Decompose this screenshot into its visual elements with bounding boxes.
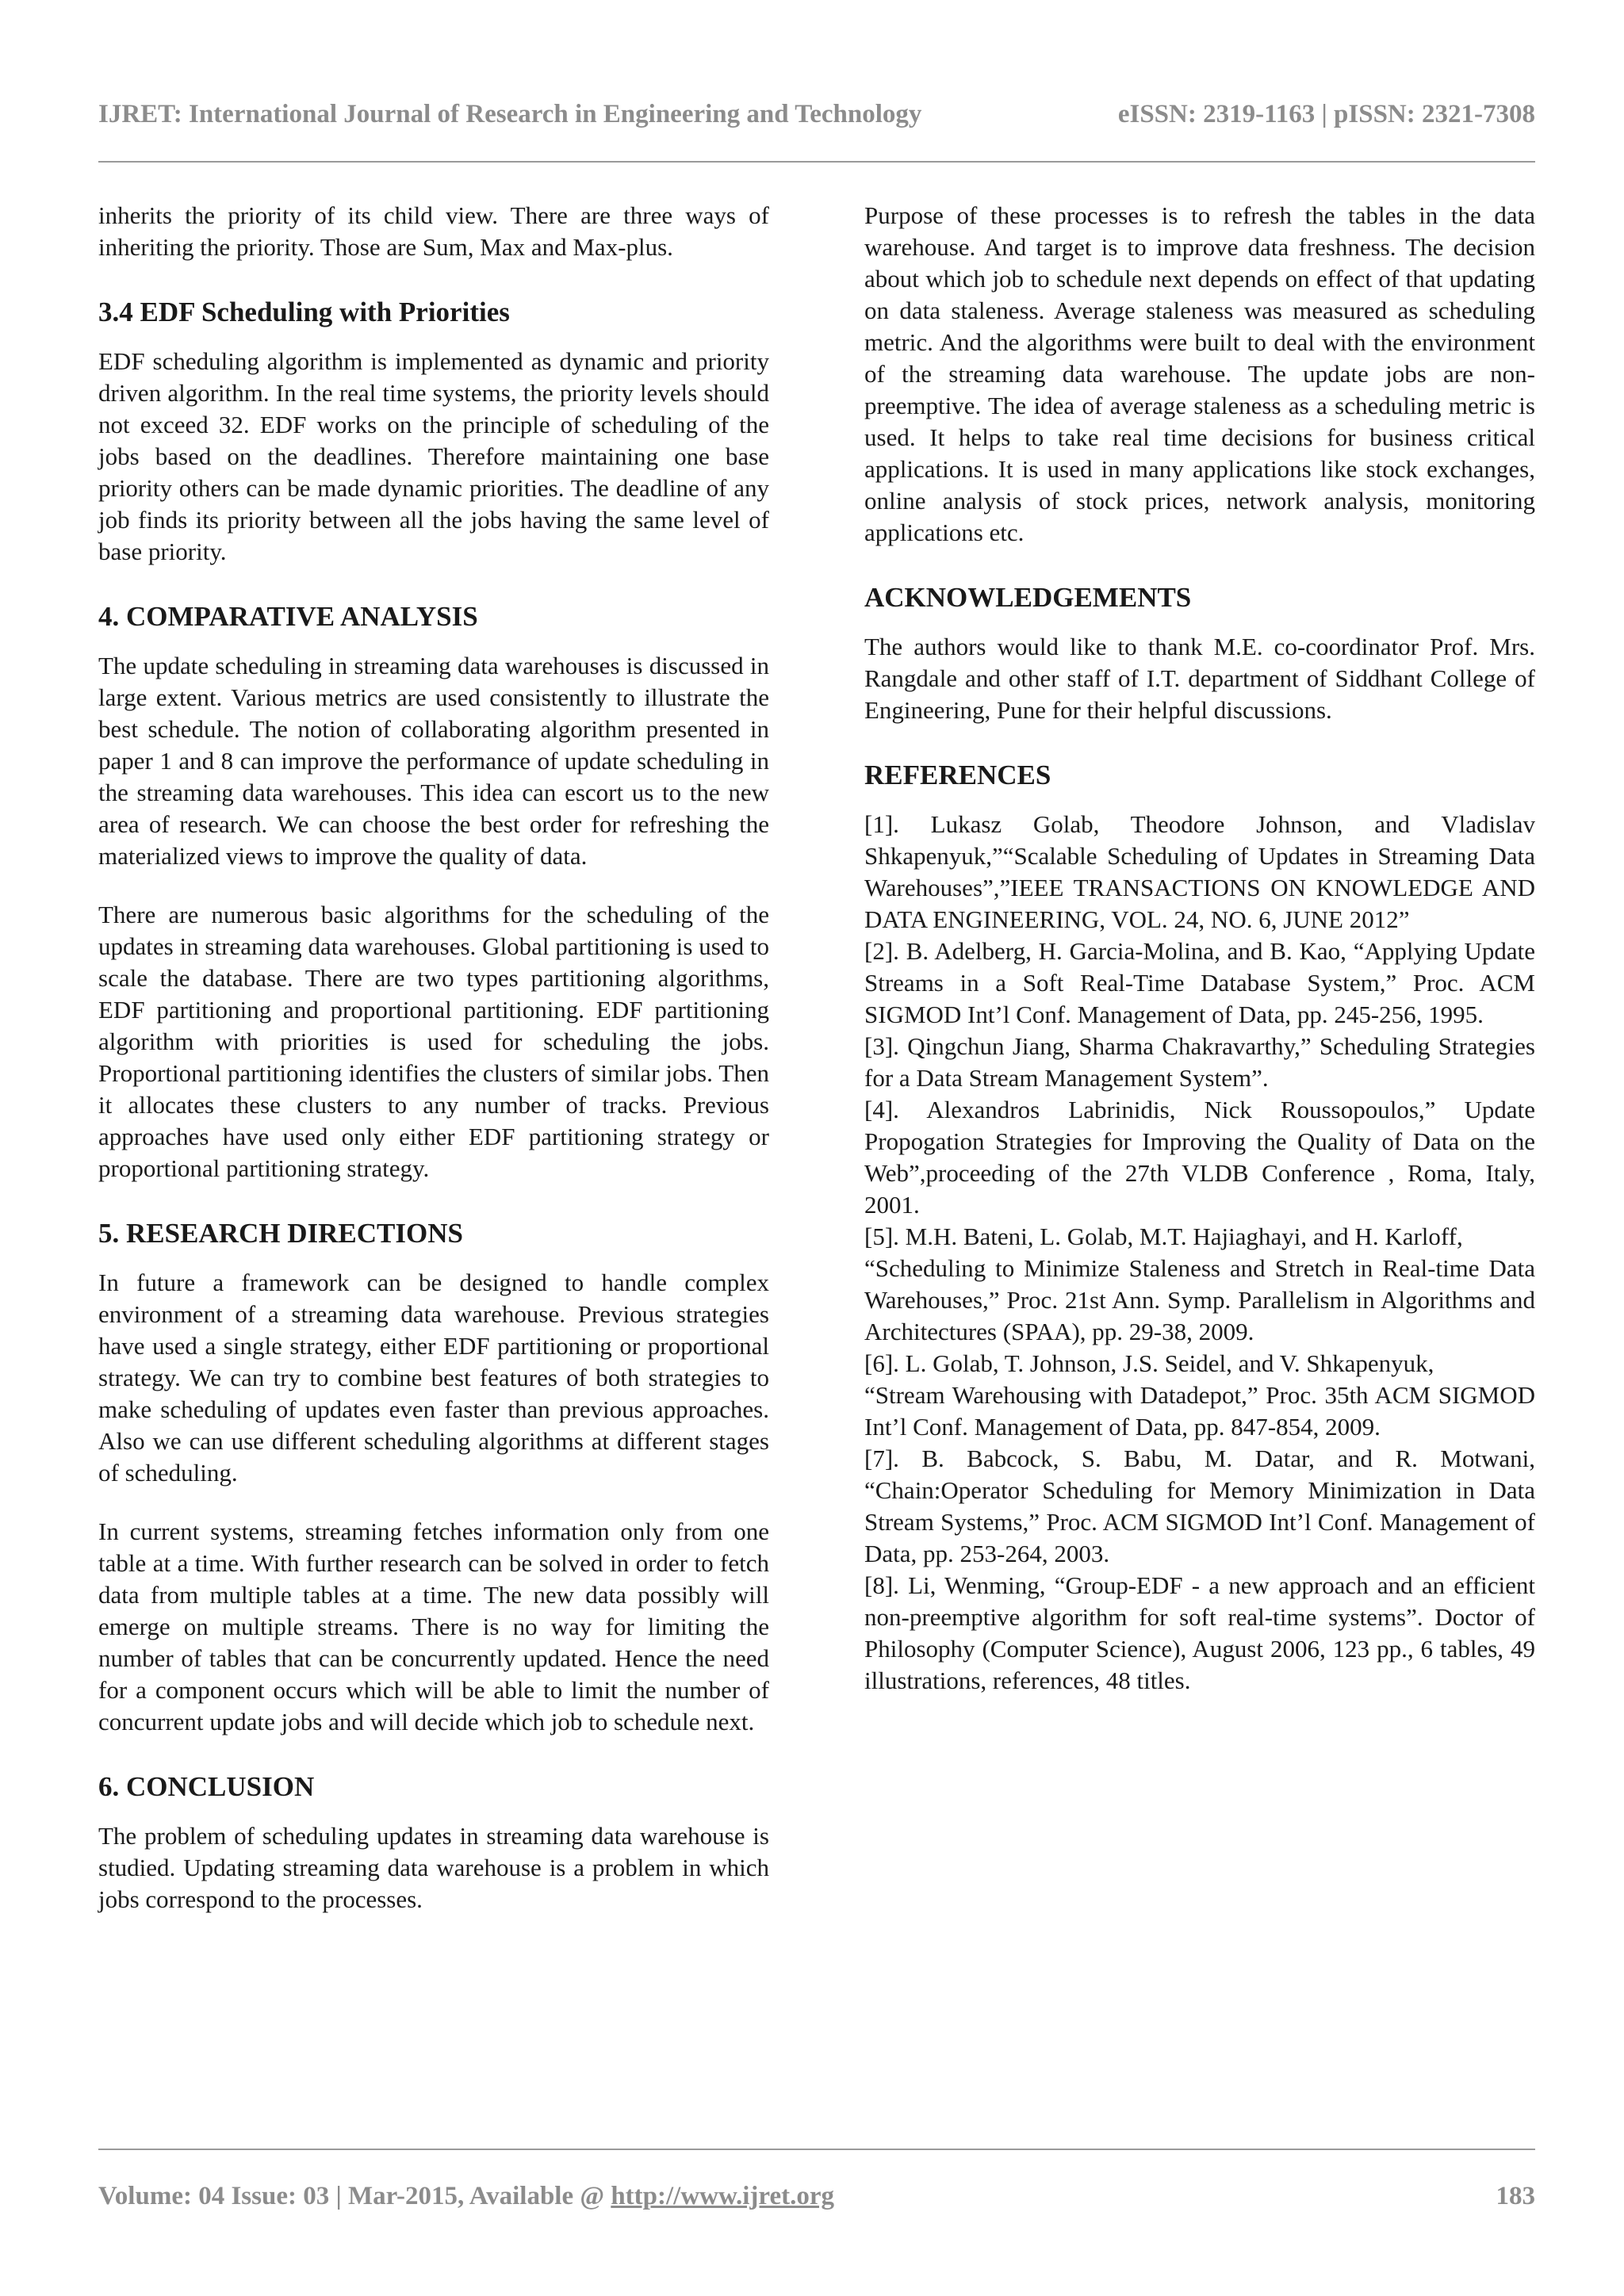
- journal-name: IJRET: International Journal of Research in Engineering and Technology: [98, 100, 922, 128]
- intro-paragraph: inherits the priority of its child view. There are three ways of inheriting the priority. Those are Sum, Max and Max-plus.: [98, 201, 769, 261]
- issn-info: eISSN: 2319-1163 | pISSN: 2321-7308: [1117, 100, 1535, 128]
- reference-item: [4]. Alexandros Labrinidis, Nick Roussopoulos,” Update Propogation Strategies for Improving the Quality of Data on the Web”,proceeding of the 27th VLDB Conference , Roma, Italy, 2001.: [864, 1096, 1535, 1219]
- conclusion-continued-paragraph: Purpose of these processes is to refresh the tables in the data warehouse. And target is to improve data freshness. The decision about which job to schedule next depends on effect of that updating on data staleness. Average staleness was measured as scheduling metric. And the algorithms were built to deal with the environment of the streaming data warehouse. The update jobs are non-preemptive. The idea of average staleness as a scheduling metric is used. It helps to take real time decisions for business critical applications. It is used in many applications like stock exchanges, online analysis of stock prices, network analysis, monitoring applications etc.: [864, 201, 1535, 546]
- section-4-paragraph-2: There are numerous basic algorithms for the scheduling of the updates in streaming data warehouses. Global partitioning is used to scale the database. There are two types partitioning algorithms, EDF partitioning and proportional partitioning. EDF partitioning algorithm with priorities is used for scheduling the jobs. Proportional partitioning identifies the clusters of similar jobs. Then it allocates these clusters to any number of tracks. Previous approaches have used only either EDF partitioning strategy or proportional partitioning strategy.: [98, 901, 769, 1182]
- section-4-heading: 4. COMPARATIVE ANALYSIS: [98, 601, 478, 632]
- page-number: 183: [1496, 2182, 1535, 2210]
- section-6-paragraph: The problem of scheduling updates in streaming data warehouse is studied. Updating streaming data warehouse is a problem in which jobs correspond to the processes.: [98, 1822, 769, 1913]
- section-3-4-heading: 3.4 EDF Scheduling with Priorities: [98, 297, 510, 327]
- reference-item: [3]. Qingchun Jiang, Sharma Chakravarthy,” Scheduling Strategies for a Data Stream Management System”.: [864, 1032, 1535, 1092]
- section-4-paragraph-1: The update scheduling in streaming data warehouses is discussed in large extent. Various metrics are used consistently to illustrate the best schedule. The notion of collaborating algorithm presented in paper 1 and 8 can improve the performance of update scheduling in the streaming data warehouses. This idea can escort us to the new area of research. We can choose the best order for refreshing the materialized views to improve the quality of data.: [98, 652, 769, 870]
- reference-item: “Scheduling to Minimize Staleness and Stretch in Real-time Data Warehouses,” Proc. 21st Ann. Symp. Parallelism in Algorithms and Architectures (SPAA), pp. 29-38, 2009.: [864, 1254, 1535, 1345]
- section-5-heading: 5. RESEARCH DIRECTIONS: [98, 1218, 463, 1249]
- reference-item: [2]. B. Adelberg, H. Garcia-Molina, and B. Kao, “Applying Update Streams in a Soft Real-Time Database System,” Proc. ACM SIGMOD Int’l Conf. Management of Data, pp. 245-256, 1995.: [864, 937, 1535, 1028]
- acknowledgements-paragraph: The authors would like to thank M.E. co-coordinator Prof. Mrs. Rangdale and other staff of I.T. department of Siddhant College of Engineering, Pune for their helpful discussions.: [864, 633, 1535, 724]
- reference-item: [1]. Lukasz Golab, Theodore Johnson, and Vladislav Shkapenyuk,”“Scalable Scheduling of Updates in Streaming Data Warehouses”,”IEEE TRANSACTIONS ON KNOWLEDGE AND DATA ENGINEERING, VOL. 24, NO. 6, JUNE 2012”: [864, 810, 1535, 933]
- section-5-paragraph-2: In current systems, streaming fetches information only from one table at a time. With further research can be solved in order to fetch data from multiple tables at a time. The new data possibly will emerge on multiple streams. There is no way for limiting the number of tables that can be concurrently updated. Hence the need for a component occurs which will be able to limit the number of concurrent update jobs and will decide which job to schedule next.: [98, 1517, 769, 1735]
- section-5-paragraph-1: In future a framework can be designed to handle complex environment of a streaming data warehouse. Previous strategies have used a single strategy, either EDF partitioning or proportional strategy. We can try to combine best features of both strategies to make scheduling of updates even faster than previous approaches. Also we can use different scheduling algorithms at different stages of scheduling.: [98, 1269, 769, 1487]
- acknowledgements-heading: ACKNOWLEDGEMENTS: [864, 582, 1192, 613]
- references-list: [864, 809, 1535, 1697]
- running-footer: [98, 2182, 1535, 2214]
- reference-item: “Stream Warehousing with Datadepot,” Proc. 35th ACM SIGMOD Int’l Conf. Management of Data, pp. 847-854, 2009.: [864, 1381, 1535, 1441]
- header-divider: [98, 161, 1535, 163]
- left-column: [98, 200, 769, 1915]
- reference-item: [8]. Li, Wenming, “Group-EDF - a new approach and an efficient non-preemptive algorithm for soft real-time systems”. Doctor of Philosophy (Computer Science), August 2006, 123 pp., 6 tables, 49 illustrations, references, 48 titles.: [864, 1571, 1535, 1694]
- footer-volume-info: [98, 2182, 834, 2211]
- reference-item: [5]. M.H. Bateni, L. Golab, M.T. Hajiaghayi, and H. Karloff,: [864, 1223, 1463, 1250]
- reference-item: [7]. B. Babcock, S. Babu, M. Datar, and R. Motwani, “Chain:Operator Scheduling for Memory Minimization in Data Stream Systems,” Proc. ACM SIGMOD Int’l Conf. Management of Data, pp. 253-264, 2003.: [864, 1445, 1535, 1567]
- references-heading: REFERENCES: [864, 760, 1051, 790]
- footer-divider: [98, 2149, 1535, 2150]
- right-column: [864, 200, 1535, 1697]
- reference-item: [6]. L. Golab, T. Johnson, J.S. Seidel, and V. Shkapenyuk,: [864, 1349, 1434, 1377]
- footer-volume-text: Volume: 04 Issue: 03 | Mar-2015, Available @: [98, 2182, 611, 2210]
- section-3-4-paragraph: EDF scheduling algorithm is implemented as dynamic and priority driven algorithm. In the real time systems, the priority levels should not exceed 32. EDF works on the principle of scheduling of the jobs based on the deadlines. Therefore maintaining one base priority others can be made dynamic priorities. The deadline of any job finds its priority between all the jobs having the same level of base priority.: [98, 347, 769, 565]
- section-6-heading: 6. CONCLUSION: [98, 1771, 315, 1802]
- running-header: [98, 100, 1535, 132]
- journal-link[interactable]: http://www.ijret.org: [611, 2182, 834, 2210]
